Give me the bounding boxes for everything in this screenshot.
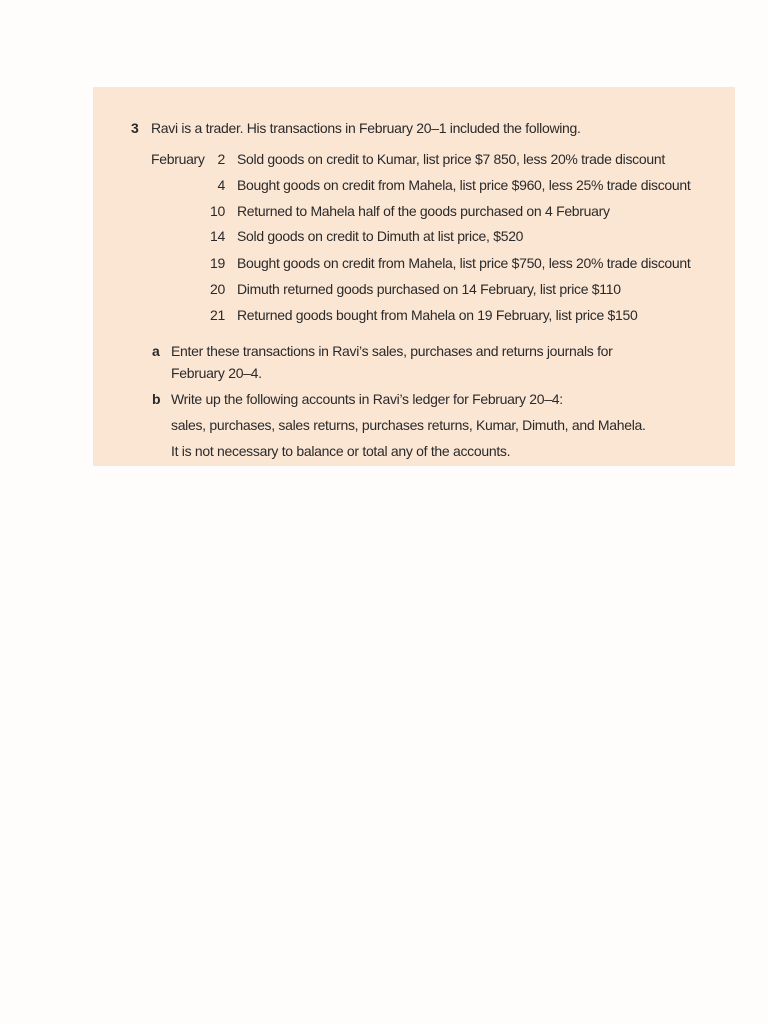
transaction-description: Returned goods bought from Mahela on 19 February, list price $150 — [237, 307, 638, 323]
transaction-description: Bought goods on credit from Mahela, list price $750, less 20% trade discount — [237, 255, 691, 271]
transaction-day: 19 — [210, 255, 225, 271]
transaction-row — [93, 228, 735, 248]
part-a-line: February 20–4. — [171, 365, 262, 381]
transaction-row — [93, 151, 735, 171]
transaction-row — [93, 281, 735, 301]
transaction-row — [93, 177, 735, 197]
transaction-row — [93, 307, 735, 327]
transactions-month: February — [151, 151, 205, 167]
transaction-day: 10 — [210, 203, 225, 219]
part-b-letter: b — [152, 391, 161, 407]
transaction-day: 4 — [217, 177, 225, 193]
part-a-letter: a — [152, 343, 160, 359]
part-b-line: It is not necessary to balance or total any of the accounts. — [171, 443, 511, 459]
transaction-description: Bought goods on credit from Mahela, list price $960, less 25% trade discount — [237, 177, 691, 193]
transaction-description: Sold goods on credit to Kumar, list price $7 850, less 20% trade discount — [237, 151, 665, 167]
transaction-description: Dimuth returned goods purchased on 14 February, list price $110 — [237, 281, 621, 297]
transaction-description: Returned to Mahela half of the goods purchased on 4 February — [237, 203, 610, 219]
transaction-day: 20 — [210, 281, 225, 297]
question-number: 3 — [131, 120, 139, 136]
transaction-day: 21 — [210, 307, 225, 323]
transaction-description: Sold goods on credit to Dimuth at list price, $520 — [237, 228, 524, 244]
transaction-row — [93, 255, 735, 275]
question-content — [93, 87, 735, 466]
part-b-line: sales, purchases, sales returns, purchases returns, Kumar, Dimuth, and Mahela. — [171, 417, 646, 433]
transaction-row — [93, 203, 735, 223]
question-intro: Ravi is a trader. His transactions in February 20–1 included the following. — [151, 120, 581, 136]
question-panel — [93, 87, 735, 466]
transaction-day: 14 — [210, 228, 225, 244]
part-b-line: Write up the following accounts in Ravi’s ledger for February 20–4: — [171, 391, 563, 407]
transaction-day: 2 — [217, 151, 225, 167]
part-a-line: Enter these transactions in Ravi’s sales, purchases and returns journals for — [171, 343, 613, 359]
